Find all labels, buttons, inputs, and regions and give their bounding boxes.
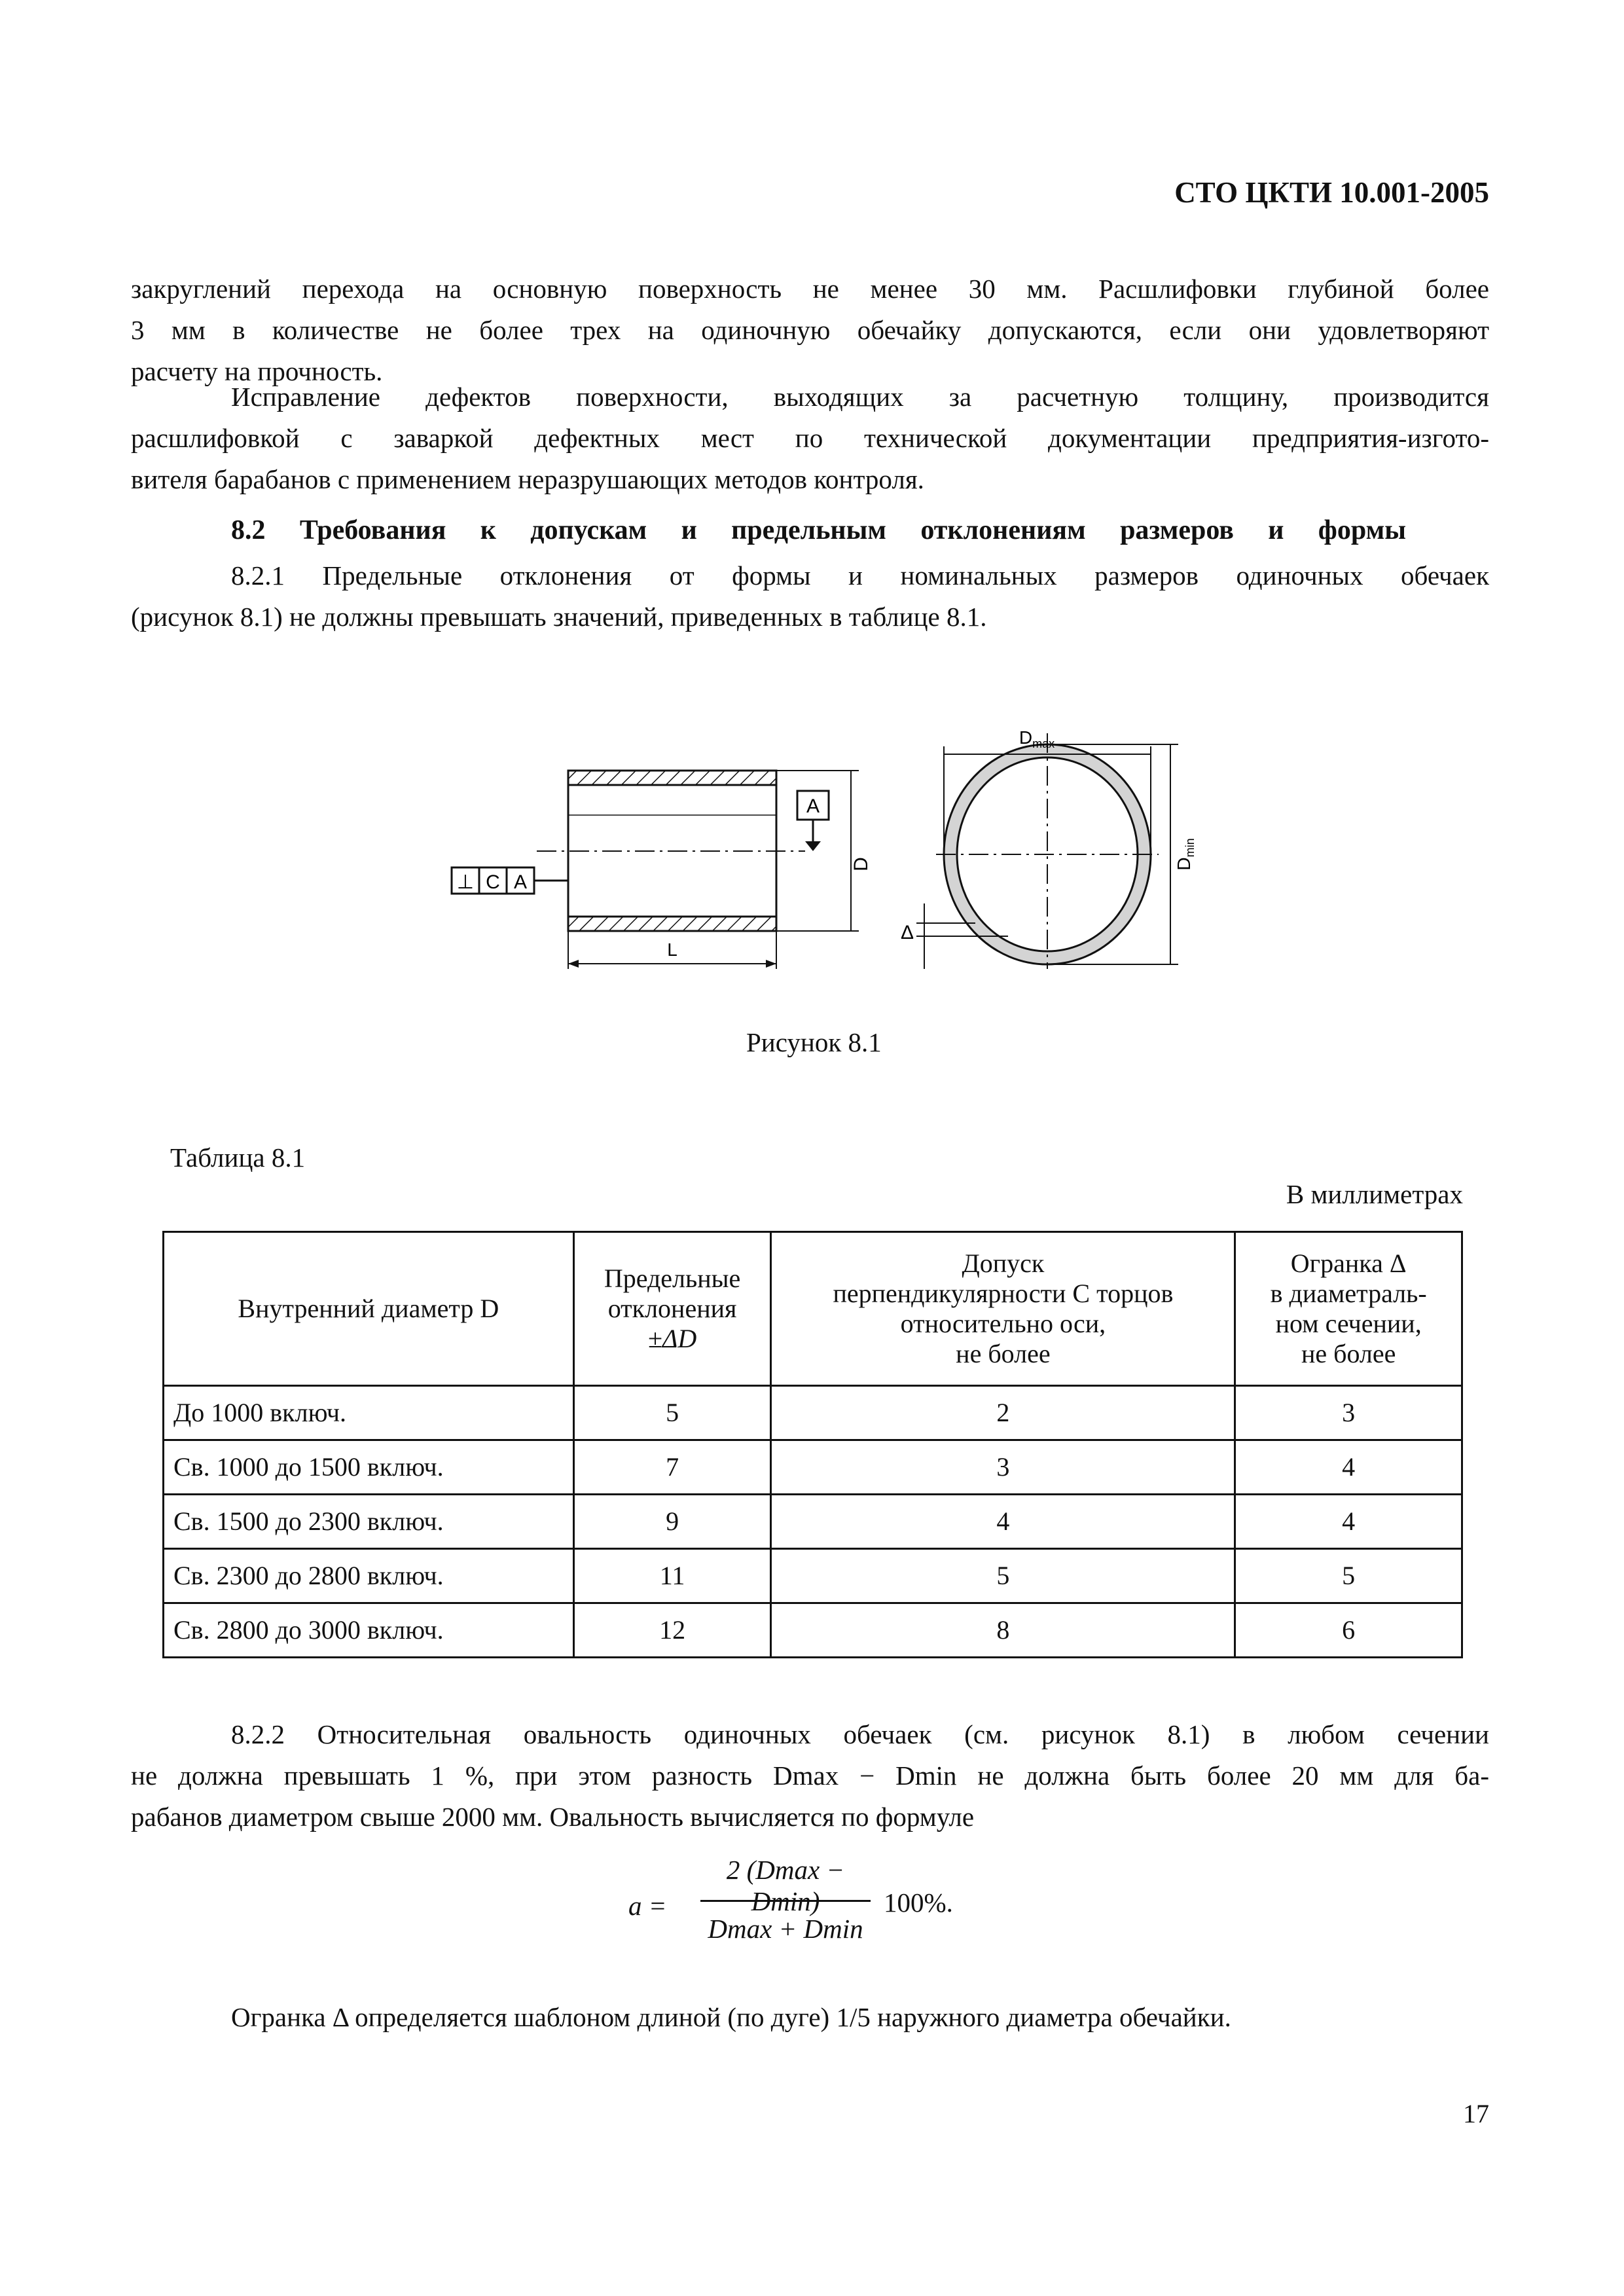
final-note: Огранка Δ определяется шаблоном длиной (по дуге) 1/5 наружного диаметра обечайки. (231, 2002, 1231, 2032)
dim-l-arrow-right (766, 960, 776, 968)
table-row (164, 1549, 1462, 1603)
header-line: в диаметраль- (1270, 1279, 1427, 1308)
dim-dmin-sub: min (1183, 838, 1197, 858)
cell-diameter: Св. 2300 до 2800 включ. (164, 1549, 574, 1603)
paragraph-line: не должна превышать 1 %, при этом разность Dmax − Dmin не должна быть более 20 мм для ба- (131, 1760, 1489, 1791)
cell-deviation: 11 (573, 1549, 771, 1603)
paragraph-line: Исправление дефектов поверхности, выходящих за расчетную толщину, производится (231, 382, 1489, 412)
cell-deviation: 5 (573, 1386, 771, 1440)
paragraph-line: 8.2.1 Предельные отклонения от формы и номинальных размеров одиночных обечаек (231, 560, 1489, 591)
header-line: перпендикулярности C торцов (833, 1279, 1174, 1308)
perpendicularity-symbol: ⊥ (456, 871, 475, 893)
header-line: не более (1301, 1339, 1396, 1368)
header-perpendicularity (771, 1232, 1235, 1386)
shell-side-view (452, 771, 872, 969)
cell-diameter: До 1000 включ. (164, 1386, 574, 1440)
shell-wall-top (568, 771, 776, 785)
header-line: Предельные (604, 1264, 741, 1293)
dim-d-label: D (850, 857, 872, 871)
formula-numerator: 2 (Dmax − Dmin) (726, 1855, 845, 1916)
ovality-formula (628, 1854, 1100, 1965)
datum-a-triangle (805, 841, 821, 851)
dim-l-arrow-left (568, 960, 579, 968)
dim-dmax-sub: max (1032, 737, 1055, 750)
header-diameter (164, 1232, 574, 1386)
cell-facet: 6 (1235, 1603, 1462, 1658)
section-title: 8.2 Требования к допускам и предельным отклонениям размеров и формы (231, 515, 1406, 545)
paragraph-line: рабанов диаметром свыше 2000 мм. Овальность вычисляется по формуле (131, 1802, 975, 1832)
header-line: отклонения (607, 1294, 737, 1323)
formula-denominator: Dmax + Dmin (708, 1914, 863, 1944)
table-8-1 (162, 1231, 1463, 1658)
paragraph-line: закруглений перехода на основную поверхность не менее 30 мм. Расшлифовки глубиной более (131, 274, 1489, 304)
cell-facet: 3 (1235, 1386, 1462, 1440)
header-diameter-text: Внутренний диаметр D (238, 1294, 499, 1323)
shell-cross-section (901, 727, 1197, 969)
formula-suffix: 100%. (884, 1887, 953, 1918)
facet-delta-label: Δ (900, 922, 914, 943)
table-header-row (164, 1232, 1462, 1386)
paragraph-line: (рисунок 8.1) не должны превышать значений, приведенных в таблице 8.1. (131, 602, 987, 632)
cell-perpendicularity: 5 (771, 1549, 1235, 1603)
cell-perpendicularity: 3 (771, 1440, 1235, 1495)
cell-perpendicularity: 2 (771, 1386, 1235, 1440)
page-number: 17 (1463, 2099, 1489, 2128)
frame-datum-a: A (513, 871, 528, 893)
dim-dmax-label (1019, 727, 1055, 750)
frame-tolerance-c: C (486, 871, 500, 893)
header-line: ном сечении, (1275, 1309, 1422, 1338)
table-units: В миллиметрах (1286, 1179, 1463, 1209)
formula-fraction-bar (700, 1900, 871, 1902)
paragraph-line: 8.2.2 Относительная овальность одиночных обечаек (см. рисунок 8.1) в любом сечении (231, 1719, 1489, 1749)
cell-deviation: 12 (573, 1603, 771, 1658)
dim-dmin-main: D (1174, 857, 1194, 871)
paragraph-line: 3 мм в количестве не более трех на одиночную обечайку допускаются, если они удовлетворяют (131, 315, 1489, 345)
table-row (164, 1440, 1462, 1495)
cell-deviation: 9 (573, 1495, 771, 1549)
header-line: ±ΔD (647, 1324, 697, 1353)
cell-diameter: Св. 1500 до 2300 включ. (164, 1495, 574, 1549)
header-line: не более (956, 1339, 1051, 1368)
cell-diameter: Св. 2800 до 3000 включ. (164, 1603, 574, 1658)
cell-perpendicularity: 4 (771, 1495, 1235, 1549)
formula-lhs: a = (628, 1891, 667, 1921)
header-deviation (573, 1232, 771, 1386)
header-line: относительно оси, (900, 1309, 1106, 1338)
dim-dmax-main: D (1019, 727, 1033, 748)
datum-a-label: A (806, 795, 820, 817)
cell-diameter: Св. 1000 до 1500 включ. (164, 1440, 574, 1495)
paragraph-line: вителя барабанов с применением неразрушающих методов контроля. (131, 464, 924, 494)
table-title: Таблица 8.1 (170, 1142, 306, 1173)
cell-facet: 4 (1235, 1440, 1462, 1495)
cell-facet: 5 (1235, 1549, 1462, 1603)
dim-l-label: L (667, 939, 677, 960)
table-row (164, 1495, 1462, 1549)
paragraph-line: расчету на прочность. (131, 356, 383, 386)
cell-facet: 4 (1235, 1495, 1462, 1549)
paragraph-line: расшлифовкой с заваркой дефектных мест по технической документации предприятия-изгото- (131, 423, 1489, 453)
header-line: Огранка Δ (1290, 1248, 1407, 1278)
table-row (164, 1603, 1462, 1658)
dim-dmin-label (1174, 838, 1197, 870)
figure-caption: Рисунок 8.1 (746, 1027, 882, 1057)
header-facet (1235, 1232, 1462, 1386)
header-line: Допуск (962, 1248, 1045, 1278)
cell-perpendicularity: 8 (771, 1603, 1235, 1658)
cell-deviation: 7 (573, 1440, 771, 1495)
document-header: СТО ЦКТИ 10.001-2005 (1174, 176, 1489, 209)
table-row (164, 1386, 1462, 1440)
figure-8-1 (432, 707, 1204, 969)
shell-wall-bottom (568, 917, 776, 931)
